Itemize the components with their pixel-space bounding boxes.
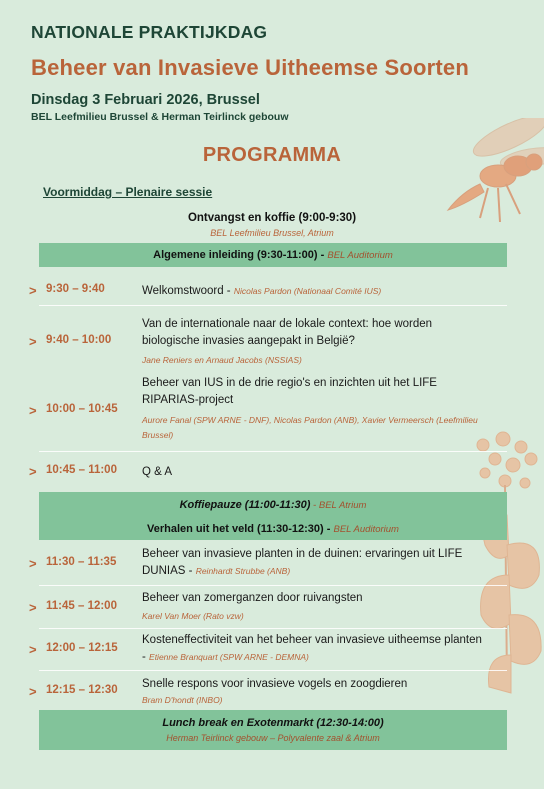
divider xyxy=(39,451,507,452)
chevron-right-icon: > xyxy=(29,600,37,615)
session-speakers: Karel Van Moer (Rato vzw) xyxy=(142,611,244,621)
event-venue: BEL Leefmilieu Brussel & Herman Teirlinck gebouw xyxy=(31,111,289,123)
session-sep: - xyxy=(185,565,196,577)
stories-band-title: Verhalen uit het veld (11:30-12:30) xyxy=(147,523,324,535)
session-speakers: Nicolas Pardon (Nationaal Comité IUS) xyxy=(233,286,382,296)
session-time: 11:45 – 12:00 xyxy=(46,600,117,612)
session-speakers: Etienne Branquart (SPW ARNE - DEMNA) xyxy=(149,652,309,662)
chevron-right-icon: > xyxy=(29,334,37,349)
session-time: 9:40 – 10:00 xyxy=(46,334,112,346)
event-label: NATIONALE PRAKTIJKDAG xyxy=(31,22,268,42)
chevron-right-icon: > xyxy=(29,642,37,657)
session-time: 10:45 – 11:00 xyxy=(46,464,117,476)
chevron-right-icon: > xyxy=(29,283,37,298)
lunch-band-title: Lunch break en Exotenmarkt (12:30-14:00) xyxy=(162,717,384,729)
intro-band-location: BEL Auditorium xyxy=(327,250,393,261)
session-title: Van de internationale naar de lokale context: hoe worden biologische invasies aangepakt in België? xyxy=(142,318,433,347)
chevron-right-icon: > xyxy=(29,464,37,479)
divider xyxy=(39,305,507,306)
intro-band-sep: - xyxy=(317,249,328,261)
programme-heading: PROGRAMMA xyxy=(202,144,342,166)
session-time: 12:00 – 12:15 xyxy=(46,642,118,654)
stories-band-sep: - xyxy=(323,523,334,535)
session-sep: - xyxy=(142,651,150,663)
session-speakers: Aurore Fanal (SPW ARNE - DNF), Nicolas Pardon (ANB), Xavier Vermeersch (Leefmilieu Brussel) xyxy=(142,415,478,440)
event-title: Beheer van Invasieve Uitheemse Soorten xyxy=(31,55,470,80)
session-speakers: Reinhardt Strubbe (ANB) xyxy=(195,566,291,576)
session-title: Beheer van IUS in de drie regio's en inzichten uit het LIFE RIPARIAS-project xyxy=(142,377,437,406)
welcome-location: BEL Leefmilieu Brussel, Atrium xyxy=(210,228,334,238)
intro-band-title: Algemene inleiding (9:30-11:00) xyxy=(153,249,318,261)
session-time: 12:15 – 12:30 xyxy=(46,684,118,696)
stories-band-location: BEL Auditorium xyxy=(333,524,399,535)
divider xyxy=(39,585,507,586)
session-title: Snelle respons voor invasieve vogels en zoogdieren xyxy=(142,678,408,690)
session-time: 10:00 – 10:45 xyxy=(46,403,118,415)
session-speakers: Bram D'hondt (INBO) xyxy=(142,695,223,705)
session-title: Welkomstwoord xyxy=(142,285,224,297)
lunch-band xyxy=(39,710,507,750)
session-title: Q & A xyxy=(142,466,173,478)
session-title: Kosteneffectiviteit van het beheer van invasieve uitheemse planten xyxy=(142,634,482,646)
divider xyxy=(39,628,507,629)
session-speakers: Jane Reniers en Arnaud Jacobs (NSSIAS) xyxy=(142,355,302,365)
lunch-band-location: Herman Teirlinck gebouw – Polyvalente zaal & Atrium xyxy=(166,733,380,743)
chevron-right-icon: > xyxy=(29,684,37,699)
morning-session-label: Voormiddag – Plenaire sessie xyxy=(43,185,213,199)
break-band xyxy=(39,492,507,540)
chevron-right-icon: > xyxy=(29,403,37,418)
session-title: Beheer van zomerganzen door ruivangsten xyxy=(142,592,363,604)
session-sep: - xyxy=(223,285,234,297)
session-time: 11:30 – 11:35 xyxy=(46,556,117,568)
divider xyxy=(39,670,507,671)
break-band-sep: - xyxy=(310,500,319,511)
session-time: 9:30 – 9:40 xyxy=(46,283,105,295)
event-date: Dinsdag 3 Februari 2026, Brussel xyxy=(31,92,260,108)
welcome-title: Ontvangst en koffie (9:00-9:30) xyxy=(187,212,357,224)
chevron-right-icon: > xyxy=(29,556,37,571)
intro-band xyxy=(39,243,507,267)
break-band-title: Koffiepauze (11:00-11:30) xyxy=(179,499,311,511)
break-band-location: BEL Atrium xyxy=(318,500,367,511)
session-title: Beheer van invasieve planten in de duinen: ervaringen uit LIFE DUNIAS xyxy=(142,548,463,577)
